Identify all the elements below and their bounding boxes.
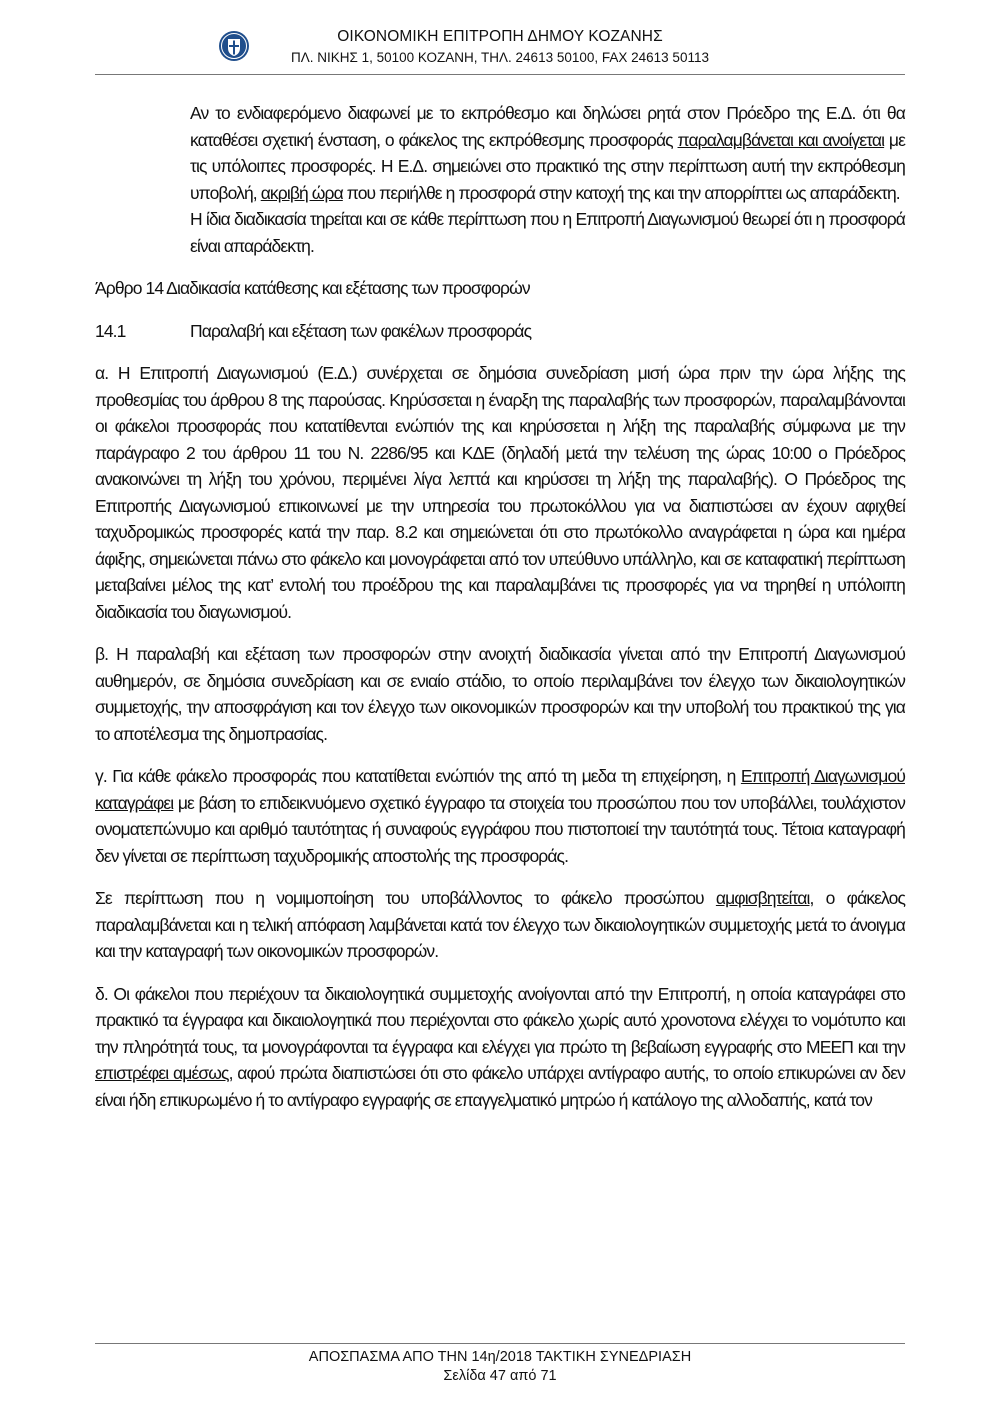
paragraph-a: α. Η Επιτροπή Διαγωνισμού (Ε.Δ.) συνέρχεται σε δημόσια συνεδρίαση μισή ώρα πριν την ώρα λήξης της προθεσμίας του άρθρου 8 της παρούσας. Κηρύσσεται η έναρξη της παραλαβής των προσφορών, παραλαμβάνονται οι φάκελοι προσφοράς που κατατίθενται ενώπιόν της και κηρύσσεται η λήξη της παραλαβής σύμφωνα με την παράγραφο 2 του άρθρου 11 του Ν. 2286/95 και ΚΔΕ (δηλαδή μετά την τελέυση της ώρας 10:00 ο Πρόεδρος ανακοινώνει τη λήξη του χρόνου, περιμένει λίγα λεπτά και κηρύσσει τη λήξη της παραλαβής). Ο Πρόεδρος της Επιτροπής Διαγωνισμού επικοινωνεί με την υπηρεσία του πρωτοκόλλου για να διαπιστώσει αν έχουν αφιχθεί ταχυδρομικώς προσφορές κατά την παρ. 8.2 και σημειώνεται ότι στο πρωτόκολλο αναγράφεται η ώρα και ημέρα άφιξης, σημειώνεται πάνω στο φάκελο και μονογράφεται από τον υπεύθυνο υπάλληλο, και σε καταφατική περίπτωση μεταβαίνει μέλος της κατ’ εντολή του προέδρου της και παραλαμβάνει τις προσφορές για να τηρηθεί η υπόλοιπη διαδικασία του διαγωνισμού.: [95, 363, 905, 622]
article-title: Άρθρο 14 Διαδικασία κατάθεσης και εξέτασης των προσφορών: [95, 278, 530, 298]
paragraph-c-continued: Σε περίπτωση που η νομιμοποίηση του υποβάλλοντος το φάκελο προσώπου αμφισβητείται, ο φάκελος παραλαμβάνεται και η τελική απόφαση λαμβάνεται κατά τον έλεγχο των δικαιολογητικών συμμετοχής μετά το άνοιγμα και την καταγραφή των οικονομικών προσφορών.: [95, 888, 905, 961]
footer-divider: [95, 1343, 905, 1344]
paragraph-c: γ. Για κάθε φάκελο προσφοράς που κατατίθεται ενώπιόν της από τη μεδα τη επιχείρηση, η Επιτροπή Διαγωνισμού καταγράφει με βάση το επιδεικνυόμενο σχετικό έγγραφο τα στοιχεία του προσώπου που τον υποβάλλει, τουλάχιστον ονοματεπώνυμο και αριθμό ταυτότητας ή συναφούς εγγράφου που πιστοποιεί την ταυτότητά τους. Τέτοια καταγραφή δεν γίνεται σε περίπτωση ταχυδρομικής αποστολής της προσφοράς.: [95, 766, 905, 866]
intro-paragraph-2: Η ίδια διαδικασία τηρείται και σε κάθε περίπτωση που η Επιτροπή Διαγωνισμού θεωρεί ότι η προσφορά είναι απαράδεκτη.: [190, 209, 905, 256]
document-body: [95, 100, 905, 1113]
header-divider: [95, 74, 905, 75]
header-title: ΟΙΚΟΝΟΜΙΚΗ ΕΠΙΤΡΟΠΗ ΔΗΜΟΥ ΚΟΖΑΝΗΣ: [337, 28, 663, 45]
paragraph-b: β. Η παραλαβή και εξέταση των προσφορών στην ανοιχτή διαδικασία γίνεται από την Επιτροπή Διαγωνισμού αυθημερόν, σε δημόσια συνεδρίαση και σε ενιαίο στάδιο, το οποίο περιλαμβάνει τον έλεγχο των δικαιολογητικών συμμετοχής, την αποσφράγιση και τον έλεγχο των οικονομικών προσφορών και την υποβολή του πρακτικού της για το αποτέλεσμα της δημοπρασίας.: [95, 644, 905, 744]
paragraph-d: δ. Οι φάκελοι που περιέχουν τα δικαιολογητικά συμμετοχής ανοίγονται από την Επιτροπή, η οποία καταγράφει στο πρακτικό τα έγγραφα και δικαιολογητικά που περιέχονται στο φάκελο χωρίς αυτό χρονοτονα ελέγχει το νομότυπο και την πληρότητά τους, τα μονογράφονται τα έγγραφα και ελέγχει για πρώτο τη βεβαίωση εγγραφής στο ΜΕΕΠ και την επιστρέφει αμέσως, αφού πρώτα διαπιστώσει ότι στο φάκελο υπάρχει αντίγραφο αυτής, το οποίο επικυρώνει αν δεν είναι ήδη επικυρωμένο ή το αντίγραφο εγγραφής σε επαγγελματικό μητρώο ή κατάλογο της αλλοδαπής, κατά τον: [95, 983, 906, 1110]
page-number: Σελίδα 47 από 71: [443, 1368, 557, 1384]
section-number: 14.1: [95, 320, 126, 341]
header-contact: ΠΛ. ΝΙΚΗΣ 1, 50100 ΚΟΖΑΝΗ, ΤΗΛ. 24613 50100, FAX 24613 50113: [291, 50, 709, 65]
section-heading: [95, 318, 905, 345]
section-title: Παραλαβή και εξέταση των φακέλων προσφοράς: [190, 320, 532, 341]
footer-session: ΑΠΟΣΠΑΣΜΑ ΑΠΟ ΤΗΝ 14η/2018 ΤΑΚΤΙΚΗ ΣΥΝΕΔΡΙΑΣΗ: [308, 1349, 692, 1365]
intro-paragraph-1: Αν το ενδιαφερόμενο διαφωνεί με το εκπρόθεσμο και δηλώσει ρητά στον Πρόεδρο της Ε.Δ. ότι θα καταθέσει σχετική ένσταση, ο φάκελος της εκπρόθεσμης προσφοράς παραλαμβάνεται και ανοίγεται με τις υπόλοιπες προσφορές. Η Ε.Δ. σημειώνει στο πρακτικό της στην περίπτωση αυτή την εκπρόθεσμη υποβολή, ακριβή ώρα που περιήλθε η προσφορά στην κατοχή της και την απορρίπτει ως απαράδεκτη.: [190, 103, 905, 203]
